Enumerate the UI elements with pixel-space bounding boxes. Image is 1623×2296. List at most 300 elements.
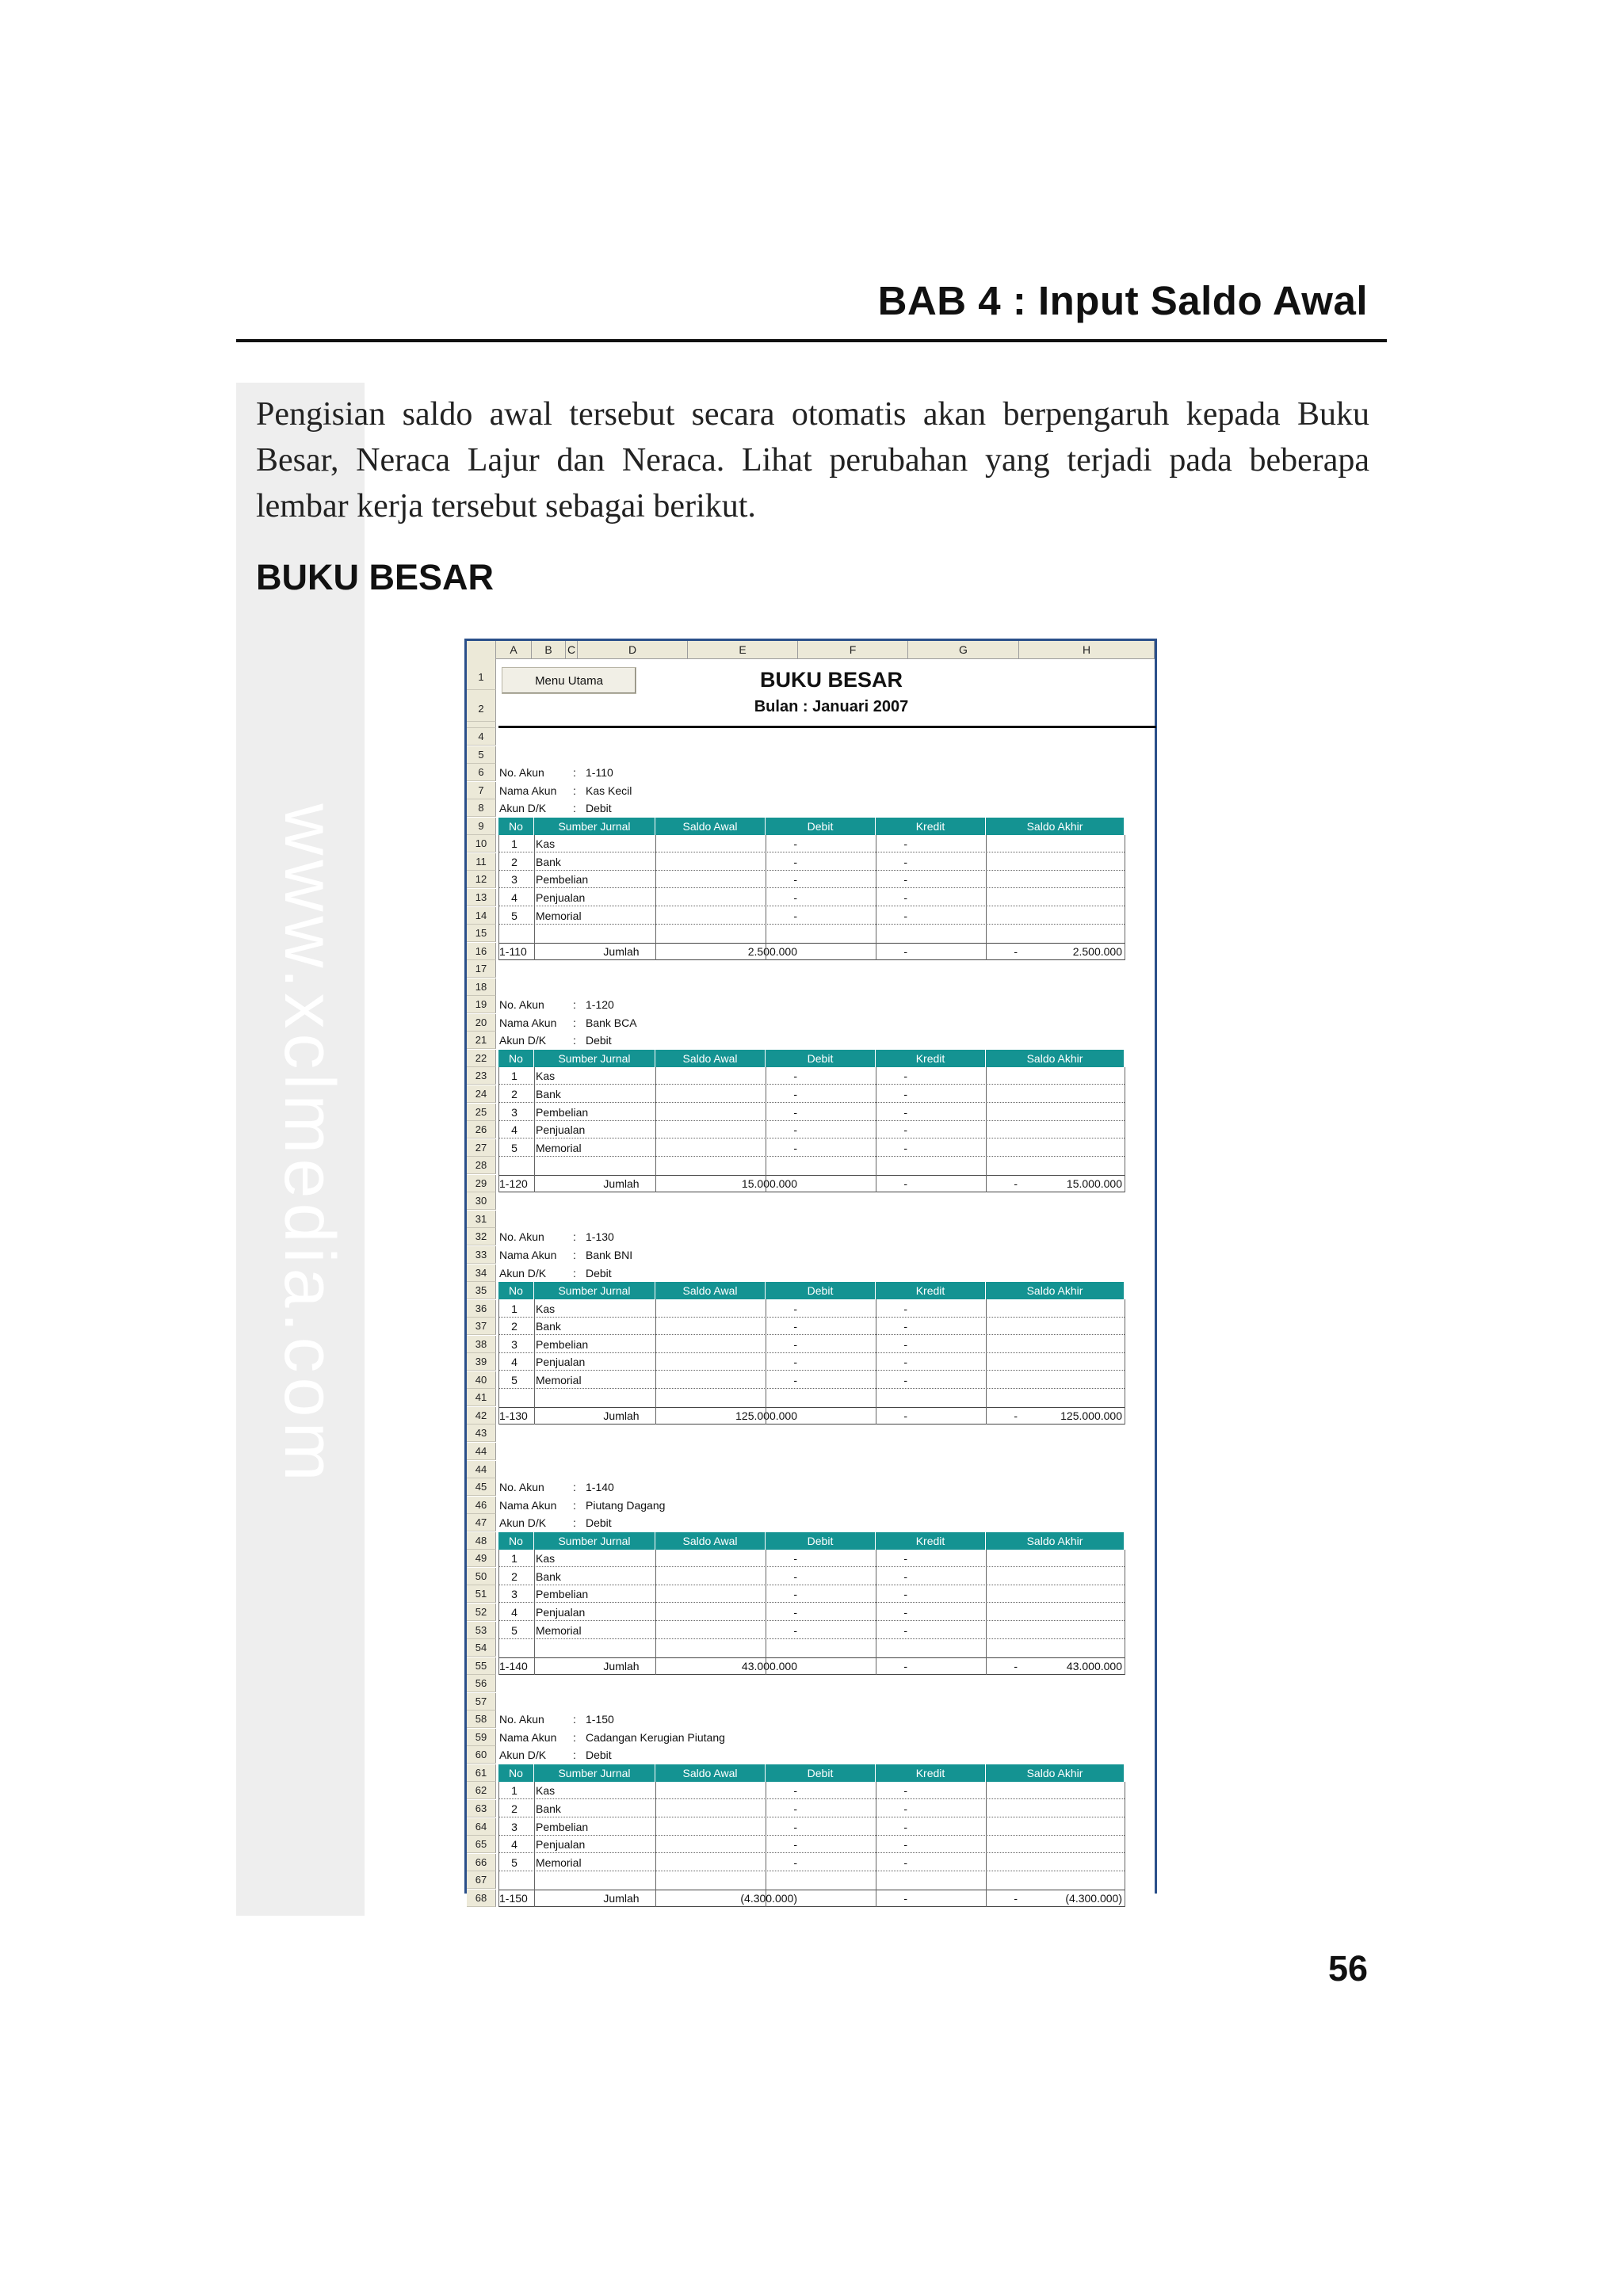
total-saldo-akhir: (4.300.000) <box>1065 1891 1122 1905</box>
row-number[interactable]: 63 <box>467 1800 496 1817</box>
row-number[interactable]: 5 <box>467 746 496 764</box>
source-journal: Bank <box>536 1802 561 1815</box>
total-bottom-line <box>498 1674 1125 1675</box>
row-number[interactable]: 28 <box>467 1157 496 1174</box>
row-number[interactable]: 68 <box>467 1890 496 1907</box>
row-number[interactable]: 31 <box>467 1211 496 1228</box>
section-title: BUKU BESAR <box>256 557 495 597</box>
table-vertical-line <box>534 1299 535 1425</box>
account-info-value: 1-120 <box>586 998 614 1012</box>
kredit-value: - <box>903 1623 907 1637</box>
account-info-colon: : <box>573 1481 576 1494</box>
row-number[interactable]: 4 <box>467 728 496 746</box>
row-number[interactable]: 65 <box>467 1836 496 1853</box>
kredit-value: - <box>903 1320 907 1333</box>
account-info-value: Cadangan Kerugian Piutang <box>586 1730 725 1744</box>
table-header-cell: Debit <box>766 1282 876 1299</box>
row-number[interactable]: 15 <box>467 925 496 942</box>
account-info-value: Bank BNI <box>586 1248 633 1261</box>
column-header-d[interactable]: D <box>578 641 688 658</box>
row-number[interactable]: 16 <box>467 943 496 960</box>
table-vertical-line <box>498 1782 499 1907</box>
source-journal: Memorial <box>536 1373 582 1386</box>
row-no: 3 <box>511 1588 517 1601</box>
account-info-label: No. Akun <box>499 1713 544 1726</box>
row-number[interactable]: 58 <box>467 1711 496 1728</box>
row-line <box>498 1638 1125 1639</box>
column-header-f[interactable]: F <box>798 641 908 658</box>
table-header-cell: Kredit <box>876 818 986 835</box>
row-number[interactable]: 14 <box>467 907 496 925</box>
table-header <box>498 818 1125 835</box>
row-number[interactable]: 18 <box>467 978 496 996</box>
account-info-colon: : <box>573 1266 576 1280</box>
row-no: 4 <box>511 1605 517 1619</box>
account-info-colon: : <box>573 1016 576 1029</box>
row-number[interactable]: 67 <box>467 1871 496 1889</box>
account-info-colon: : <box>573 784 576 797</box>
total-bottom-line <box>498 959 1125 960</box>
row-no: 4 <box>511 891 517 904</box>
row-no: 5 <box>511 1141 517 1154</box>
kredit-value: - <box>903 1552 907 1566</box>
account-info-colon: : <box>573 1516 576 1530</box>
row-number[interactable]: 35 <box>467 1282 496 1299</box>
row-number[interactable]: 44 <box>467 1443 496 1460</box>
debit-value: - <box>793 1320 797 1333</box>
kredit-value: - <box>903 1070 907 1083</box>
debit-value: - <box>793 1838 797 1852</box>
table-vertical-line <box>655 1067 656 1192</box>
source-journal: Bank <box>536 1569 561 1583</box>
total-label: Jumlah <box>603 1409 640 1422</box>
row-no: 3 <box>511 873 517 887</box>
row-number[interactable]: 19 <box>467 996 496 1013</box>
account-info-value: 1-140 <box>586 1481 614 1494</box>
total-saldo-awal: 2.500.000 <box>747 944 797 958</box>
row-no: 5 <box>511 1373 517 1386</box>
row-number[interactable]: 9 <box>467 818 496 835</box>
sheet-title: BUKU BESAR <box>759 668 903 692</box>
total-kredit: - <box>1014 1891 1018 1905</box>
table-header-cell: Debit <box>766 1050 876 1067</box>
total-top-line <box>498 943 1125 944</box>
row-no: 5 <box>511 909 517 922</box>
account-info-value: Piutang Dagang <box>586 1498 666 1512</box>
table-header <box>498 1050 1125 1067</box>
table-header-cell: Saldo Akhir <box>986 1764 1125 1782</box>
table-vertical-line <box>534 835 535 960</box>
kredit-value: - <box>903 873 907 887</box>
row-number[interactable]: 27 <box>467 1139 496 1157</box>
account-info-value: Debit <box>586 1516 612 1530</box>
account-info-value: Debit <box>586 1034 612 1047</box>
account-info-value: 1-130 <box>586 1230 614 1244</box>
account-info-label: Nama Akun <box>499 1016 557 1029</box>
debit-value: - <box>793 1141 797 1154</box>
kredit-value: - <box>903 1337 907 1351</box>
table-header-cell: Kredit <box>876 1764 986 1782</box>
row-no: 2 <box>511 1088 517 1100</box>
account-info-label: Akun D/K <box>499 1034 547 1047</box>
source-journal: Pembelian <box>536 1588 589 1601</box>
debit-value: - <box>793 873 797 887</box>
row-number[interactable]: 8 <box>467 799 496 817</box>
kredit-value: - <box>903 1302 907 1315</box>
column-header-c[interactable]: C <box>566 641 578 658</box>
table-vertical-line <box>534 1067 535 1192</box>
row-number[interactable]: 45 <box>467 1478 496 1496</box>
table-vertical-line <box>534 1550 535 1675</box>
row-number[interactable]: 53 <box>467 1622 496 1639</box>
account-info-label: No. Akun <box>499 998 544 1012</box>
table-vertical-line <box>986 1067 987 1192</box>
total-kredit: - <box>1014 1659 1018 1672</box>
total-debit: - <box>903 1409 907 1422</box>
table-header-cell: Sumber Jurnal <box>534 1050 655 1067</box>
row-number[interactable]: 49 <box>467 1550 496 1567</box>
row-number[interactable]: 22 <box>467 1050 496 1067</box>
total-top-line <box>498 1175 1125 1176</box>
account-info-label: Akun D/K <box>499 1266 547 1280</box>
row-number[interactable]: 57 <box>467 1693 496 1711</box>
total-saldo-awal: 15.000.000 <box>741 1177 797 1190</box>
column-header-h[interactable]: H <box>1019 641 1155 658</box>
row-number[interactable]: 10 <box>467 835 496 852</box>
kredit-value: - <box>903 837 907 851</box>
total-debit: - <box>903 1891 907 1905</box>
table-vertical-line <box>498 1550 499 1675</box>
account-info-colon: : <box>573 1730 576 1744</box>
source-journal: Penjualan <box>536 891 586 904</box>
total-saldo-akhir: 15.000.000 <box>1066 1177 1122 1190</box>
table-vertical-line <box>655 835 656 960</box>
source-journal: Pembelian <box>536 1105 589 1119</box>
debit-value: - <box>793 1373 797 1386</box>
row-number[interactable]: 2 <box>467 690 496 722</box>
account-info-value: Bank BCA <box>586 1016 637 1029</box>
debit-value: - <box>793 1088 797 1100</box>
total-label: Jumlah <box>603 1659 640 1672</box>
kredit-value: - <box>903 891 907 904</box>
account-info-value: 1-150 <box>586 1713 614 1726</box>
debit-value: - <box>793 1337 797 1351</box>
debit-value: - <box>793 1302 797 1315</box>
debit-value: - <box>793 909 797 922</box>
kredit-value: - <box>903 1820 907 1833</box>
row-number[interactable]: 60 <box>467 1746 496 1764</box>
kredit-value: - <box>903 1373 907 1386</box>
account-info-colon: : <box>573 1498 576 1512</box>
account-info-label: Nama Akun <box>499 784 557 797</box>
row-number[interactable]: 41 <box>467 1389 496 1406</box>
table-header-cell: Kredit <box>876 1050 986 1067</box>
row-no: 1 <box>511 1070 517 1083</box>
kredit-value: - <box>903 855 907 868</box>
account-info-value: Debit <box>586 1749 612 1762</box>
source-journal: Kas <box>536 1070 556 1083</box>
row-number[interactable]: 36 <box>467 1300 496 1318</box>
table-header-cell: Debit <box>766 1764 876 1782</box>
table-header-cell: Debit <box>766 818 876 835</box>
row-number[interactable]: 30 <box>467 1192 496 1210</box>
total-saldo-awal: 125.000.000 <box>735 1409 797 1422</box>
column-header-e[interactable]: E <box>688 641 798 658</box>
row-number[interactable]: 38 <box>467 1336 496 1353</box>
table-header-cell: Sumber Jurnal <box>534 1282 655 1299</box>
row-number[interactable]: 24 <box>467 1085 496 1103</box>
table-header <box>498 1532 1125 1550</box>
account-info-label: No. Akun <box>499 766 544 780</box>
row-no: 3 <box>511 1337 517 1351</box>
kredit-value: - <box>903 1141 907 1154</box>
row-number[interactable]: 37 <box>467 1318 496 1335</box>
row-number[interactable]: 43 <box>467 1425 496 1442</box>
source-journal: Memorial <box>536 1141 582 1154</box>
table-header-cell: Kredit <box>876 1282 986 1299</box>
source-journal: Bank <box>536 1088 561 1100</box>
kredit-value: - <box>903 1123 907 1137</box>
table-vertical-line <box>498 835 499 960</box>
table-header-cell: Saldo Akhir <box>986 1050 1125 1067</box>
row-number[interactable]: 21 <box>467 1032 496 1049</box>
account-info-colon: : <box>573 1248 576 1261</box>
menu-utama-button[interactable]: Menu Utama <box>502 667 636 694</box>
source-journal: Pembelian <box>536 873 589 887</box>
row-number[interactable]: 34 <box>467 1264 496 1282</box>
row-line <box>498 1156 1125 1157</box>
row-number[interactable]: 1 <box>467 658 496 690</box>
row-no: 1 <box>511 1784 517 1798</box>
table-header-cell: Saldo Akhir <box>986 1282 1125 1299</box>
row-number[interactable]: 20 <box>467 1014 496 1032</box>
debit-value: - <box>793 855 797 868</box>
row-no: 2 <box>511 1802 517 1815</box>
account-info-value: Debit <box>586 1266 612 1280</box>
total-saldo-akhir: 2.500.000 <box>1072 944 1122 958</box>
row-number[interactable]: 17 <box>467 960 496 978</box>
row-number[interactable]: 42 <box>467 1407 496 1425</box>
total-saldo-awal: 43.000.000 <box>741 1659 797 1672</box>
row-number[interactable]: 62 <box>467 1782 496 1799</box>
total-saldo-awal: (4.300.000) <box>740 1891 797 1905</box>
kredit-value: - <box>903 1105 907 1119</box>
source-journal: Memorial <box>536 909 582 922</box>
kredit-value: - <box>903 1588 907 1601</box>
total-label: Jumlah <box>603 1177 640 1190</box>
row-line <box>498 924 1125 925</box>
sheet-subtitle: Bulan : Januari 2007 <box>754 698 909 715</box>
sheet-title-rule <box>498 726 1156 728</box>
intro-paragraph: Pengisian saldo awal tersebut secara otomatis akan berpengaruh kepada Buku Besar, Neraca Lajur dan Neraca. Lihat perubahan yang terjadi pada beberapa lembar kerja tersebut sebagai berikut. <box>256 396 1369 524</box>
table-header-cell: Sumber Jurnal <box>534 1764 655 1782</box>
row-no: 5 <box>511 1855 517 1869</box>
source-journal: Penjualan <box>536 1838 586 1852</box>
kredit-value: - <box>903 909 907 922</box>
column-header-g[interactable]: G <box>908 641 1019 658</box>
row-no: 3 <box>511 1105 517 1119</box>
row-number[interactable]: 32 <box>467 1228 496 1245</box>
table-vertical-line <box>655 1550 656 1675</box>
row-number[interactable]: 47 <box>467 1514 496 1531</box>
total-debit: - <box>903 1177 907 1190</box>
kredit-value: - <box>903 1784 907 1798</box>
total-label: Jumlah <box>603 944 640 958</box>
debit-value: - <box>793 1356 797 1369</box>
row-number[interactable]: 44 <box>467 1461 496 1478</box>
kredit-value: - <box>903 1605 907 1619</box>
table-vertical-line <box>986 835 987 960</box>
row-no: 1 <box>511 837 517 851</box>
source-journal: Bank <box>536 1320 561 1333</box>
table-header-cell: No <box>498 1532 534 1550</box>
debit-value: - <box>793 1070 797 1083</box>
row-no: 1 <box>511 1302 517 1315</box>
row-number[interactable]: 61 <box>467 1764 496 1782</box>
column-header-bar <box>467 641 1155 659</box>
row-number[interactable]: 33 <box>467 1246 496 1264</box>
debit-value: - <box>793 1855 797 1869</box>
account-info-label: No. Akun <box>499 1230 544 1244</box>
row-no: 1 <box>511 1552 517 1566</box>
table-header-cell: Sumber Jurnal <box>534 818 655 835</box>
total-label: Jumlah <box>603 1891 640 1905</box>
kredit-value: - <box>903 1356 907 1369</box>
table-header-cell: Saldo Akhir <box>986 818 1125 835</box>
row-number[interactable]: 29 <box>467 1175 496 1192</box>
account-info-label: Akun D/K <box>499 802 547 815</box>
debit-value: - <box>793 837 797 851</box>
total-bottom-line <box>498 1424 1125 1425</box>
row-no: 2 <box>511 1320 517 1333</box>
table-vertical-line <box>655 1299 656 1425</box>
total-account-no: 1-140 <box>499 1659 528 1672</box>
row-number[interactable]: 55 <box>467 1657 496 1675</box>
row-number[interactable]: 11 <box>467 853 496 871</box>
source-journal: Kas <box>536 837 556 851</box>
row-number[interactable]: 23 <box>467 1067 496 1085</box>
total-saldo-akhir: 43.000.000 <box>1066 1659 1122 1672</box>
row-number[interactable]: 12 <box>467 871 496 888</box>
source-journal: Memorial <box>536 1623 582 1637</box>
column-header-a[interactable]: A <box>496 641 532 658</box>
select-all-corner[interactable] <box>467 641 496 658</box>
table-header-cell: No <box>498 1050 534 1067</box>
row-number[interactable]: 40 <box>467 1371 496 1389</box>
row-number[interactable]: 54 <box>467 1639 496 1657</box>
total-saldo-akhir: 125.000.000 <box>1060 1409 1122 1422</box>
source-journal: Pembelian <box>536 1820 589 1833</box>
row-no: 4 <box>511 1123 517 1137</box>
account-info-value: Kas Kecil <box>586 784 632 797</box>
row-number[interactable]: 51 <box>467 1585 496 1603</box>
table-header-cell: Debit <box>766 1532 876 1550</box>
kredit-value: - <box>903 1569 907 1583</box>
row-no: 2 <box>511 855 517 868</box>
source-journal: Kas <box>536 1552 556 1566</box>
row-number[interactable]: 50 <box>467 1568 496 1585</box>
table-header-cell: No <box>498 1764 534 1782</box>
table-vertical-line <box>534 1782 535 1907</box>
row-no: 4 <box>511 1838 517 1852</box>
table-header-cell: Saldo Awal <box>655 818 766 835</box>
row-number[interactable]: 26 <box>467 1121 496 1138</box>
table-vertical-line <box>986 1550 987 1675</box>
row-no: 5 <box>511 1623 517 1637</box>
row-number[interactable]: 25 <box>467 1104 496 1121</box>
chapter-title: BAB 4 : Input Saldo Awal <box>877 278 1368 323</box>
account-info-colon: : <box>573 802 576 815</box>
source-journal: Penjualan <box>536 1356 586 1369</box>
table-vertical-line <box>986 1299 987 1425</box>
page-number: 56 <box>1327 1948 1368 1989</box>
header-rule <box>236 339 1387 342</box>
source-journal: Penjualan <box>536 1605 586 1619</box>
kredit-value: - <box>903 1802 907 1815</box>
row-number[interactable]: 56 <box>467 1675 496 1692</box>
debit-value: - <box>793 1605 797 1619</box>
total-account-no: 1-150 <box>499 1891 528 1905</box>
source-journal: Penjualan <box>536 1123 586 1137</box>
account-info-value: Debit <box>586 802 612 815</box>
row-number[interactable] <box>467 722 496 728</box>
account-info-colon: : <box>573 998 576 1012</box>
debit-value: - <box>793 1802 797 1815</box>
kredit-value: - <box>903 1088 907 1100</box>
row-number[interactable]: 48 <box>467 1532 496 1550</box>
total-top-line <box>498 1657 1125 1658</box>
row-no: 3 <box>511 1820 517 1833</box>
total-top-line <box>498 1407 1125 1408</box>
row-no: 4 <box>511 1356 517 1369</box>
watermark-text: www.xclmedia.com <box>269 803 349 1486</box>
row-number[interactable]: 7 <box>467 782 496 799</box>
row-number[interactable]: 46 <box>467 1497 496 1514</box>
row-number[interactable]: 59 <box>467 1729 496 1746</box>
account-info-value: 1-110 <box>586 766 613 780</box>
account-info-label: Nama Akun <box>499 1730 557 1744</box>
table-header-cell: No <box>498 1282 534 1299</box>
row-number[interactable]: 6 <box>467 764 496 781</box>
account-info-colon: : <box>573 1034 576 1047</box>
debit-value: - <box>793 1784 797 1798</box>
row-number[interactable]: 39 <box>467 1353 496 1371</box>
total-kredit: - <box>1014 1177 1018 1190</box>
row-number[interactable]: 52 <box>467 1604 496 1621</box>
row-number[interactable]: 13 <box>467 889 496 906</box>
row-line <box>498 1388 1125 1389</box>
total-account-no: 1-130 <box>499 1409 528 1422</box>
watermark <box>236 383 365 1916</box>
table-vertical-line <box>986 1782 987 1907</box>
debit-value: - <box>793 891 797 904</box>
table-header-cell: Sumber Jurnal <box>534 1532 655 1550</box>
table-header-cell: Saldo Akhir <box>986 1532 1125 1550</box>
table-header-cell: Saldo Awal <box>655 1764 766 1782</box>
row-number[interactable]: 66 <box>467 1854 496 1871</box>
account-info-label: Nama Akun <box>499 1248 557 1261</box>
table-header <box>498 1764 1125 1782</box>
row-no: 2 <box>511 1569 517 1583</box>
row-number[interactable]: 64 <box>467 1818 496 1836</box>
column-header-b[interactable]: B <box>532 641 566 658</box>
table-header-cell: Kredit <box>876 1532 986 1550</box>
source-journal: Bank <box>536 855 561 868</box>
total-bottom-line <box>498 1906 1125 1907</box>
table-header-cell: Saldo Awal <box>655 1282 766 1299</box>
debit-value: - <box>793 1105 797 1119</box>
table-header-cell: Saldo Awal <box>655 1532 766 1550</box>
